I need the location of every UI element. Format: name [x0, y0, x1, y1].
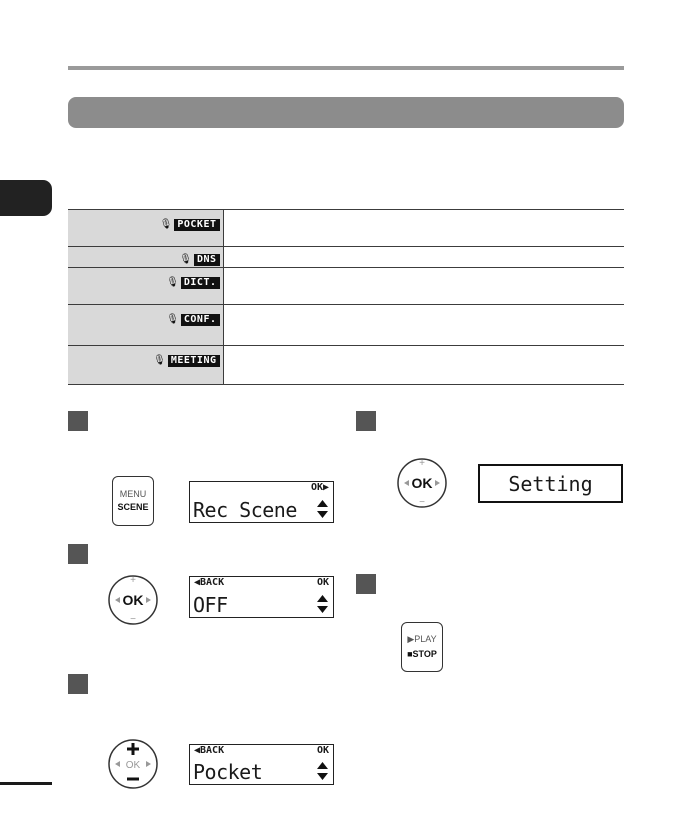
- ok-button-step4[interactable]: [396, 457, 448, 509]
- section-header-bar: [68, 97, 624, 128]
- play-stop-button[interactable]: ▶PLAY ■STOP: [401, 622, 443, 672]
- table-row: [68, 268, 624, 305]
- lcd-off: ◀BACK OK OFF: [189, 576, 334, 618]
- svg-text:OK: OK: [122, 592, 144, 608]
- scene-label-cell: [68, 305, 223, 346]
- svg-text:OK: OK: [411, 475, 433, 491]
- plus-minus-button[interactable]: [107, 738, 159, 790]
- scene-description-cell: [223, 210, 624, 247]
- scene-dict-icon: 🎙 DICT.: [166, 277, 219, 289]
- rec-scene-table: [68, 209, 624, 385]
- scene-label-cell: [68, 247, 223, 268]
- ok-button-step2[interactable]: [107, 574, 159, 626]
- table-row: [68, 210, 624, 247]
- top-rule: [68, 66, 624, 70]
- scene-description-cell: [223, 346, 624, 385]
- table-row: [68, 247, 624, 268]
- mic-icon: 🎙: [159, 219, 173, 230]
- step-5-marker: [356, 574, 376, 594]
- svg-text:+: +: [419, 458, 425, 469]
- up-down-arrows-icon: [317, 595, 328, 613]
- up-down-arrows-icon: [317, 500, 328, 518]
- scene-pocket-icon: 🎙 POCKET: [160, 219, 220, 231]
- setting-message-display: Setting: [478, 464, 623, 503]
- svg-text:−: −: [130, 614, 136, 625]
- scene-label-cell: [68, 346, 223, 385]
- mic-icon: 🎙: [153, 355, 166, 366]
- step-3-marker: [68, 674, 88, 694]
- menu-scene-button[interactable]: MENU SCENE: [112, 476, 154, 526]
- scene-dns-icon: 🎙 DNS: [179, 254, 219, 266]
- table-row: [68, 305, 624, 346]
- step-2-marker: [68, 544, 88, 564]
- scene-meeting-icon: 🎙 MEETING: [153, 355, 219, 367]
- up-down-arrows-icon: [317, 762, 328, 780]
- step-1-marker: [68, 411, 88, 431]
- lcd-pocket: ◀BACK OK Pocket: [189, 744, 334, 785]
- lcd-rec-scene: OK▶ Rec Scene: [189, 481, 334, 523]
- scene-label-cell: [68, 268, 223, 305]
- svg-text:+: +: [130, 575, 136, 586]
- scene-label-cell: [68, 210, 223, 247]
- chapter-side-tab: [0, 180, 52, 216]
- scene-conf-icon: 🎙 CONF.: [166, 314, 219, 326]
- svg-text:OK: OK: [125, 760, 141, 771]
- table-row: [68, 346, 624, 385]
- svg-text:−: −: [419, 497, 425, 508]
- mic-icon: 🎙: [179, 254, 192, 265]
- mic-icon: 🎙: [166, 277, 179, 288]
- step-4-marker: [356, 411, 376, 431]
- scene-description-cell: [223, 305, 624, 346]
- mic-icon: 🎙: [166, 314, 179, 325]
- scene-description-cell: [223, 268, 624, 305]
- page-footer-rule: [0, 782, 52, 785]
- scene-description-cell: [223, 247, 624, 268]
